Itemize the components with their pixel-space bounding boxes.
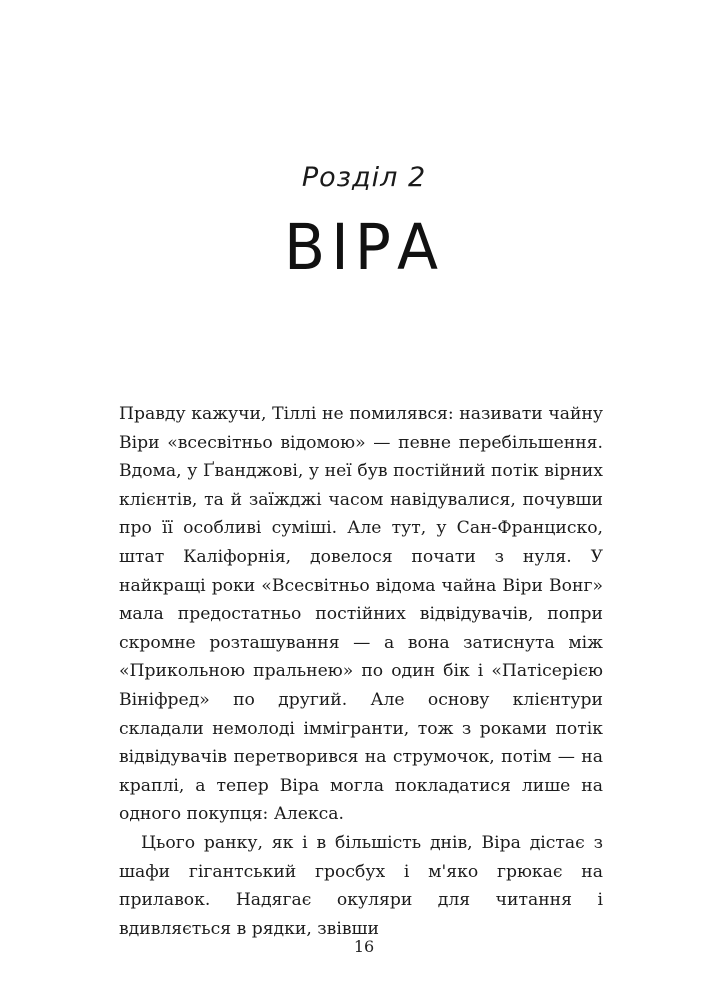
paragraph-1: Правду кажучи, Тіллі не помилявся: називати чайну Віри «всесвітньо відомою» — певне перебільшення. Вдома, у Ґванджові, у неї був постійний потік вірних клієнтів, та й заїжджі часом навідувалися, почувши про її особливі суміші. Але тут, у Сан-Франциско, штат Каліфорнія, довелося почати з нуля. У найкращі роки «Всесвітньо відома чайна Віри Вонг» мала предостатньо постійних відвідувачів, попри скромне розташування — а вона затиснута між «Прикольною пральнею» по один бік і «Патісерією Вініфред» по другий. Але основу клієнтури складали немолоді іммігранти, тож з роками потік відвідувачів перетворився на струмочок, потім — на краплі, а тепер Віра могла покладатися лише на одного покупця: Алекса. [119,404,603,825]
page-number: 16 [353,937,375,956]
chapter-title: ВІРА [283,211,445,285]
paragraph-2: Цього ранку, як і в більшість днів, Віра дістає з шафи гігантський гросбух і м'яко грюкає на прилавок. Надягає окуляри для читання і вдивляється в рядки, звівши [119,832,603,939]
chapter-label: Розділ 2 [301,162,427,193]
body-text [119,400,603,943]
